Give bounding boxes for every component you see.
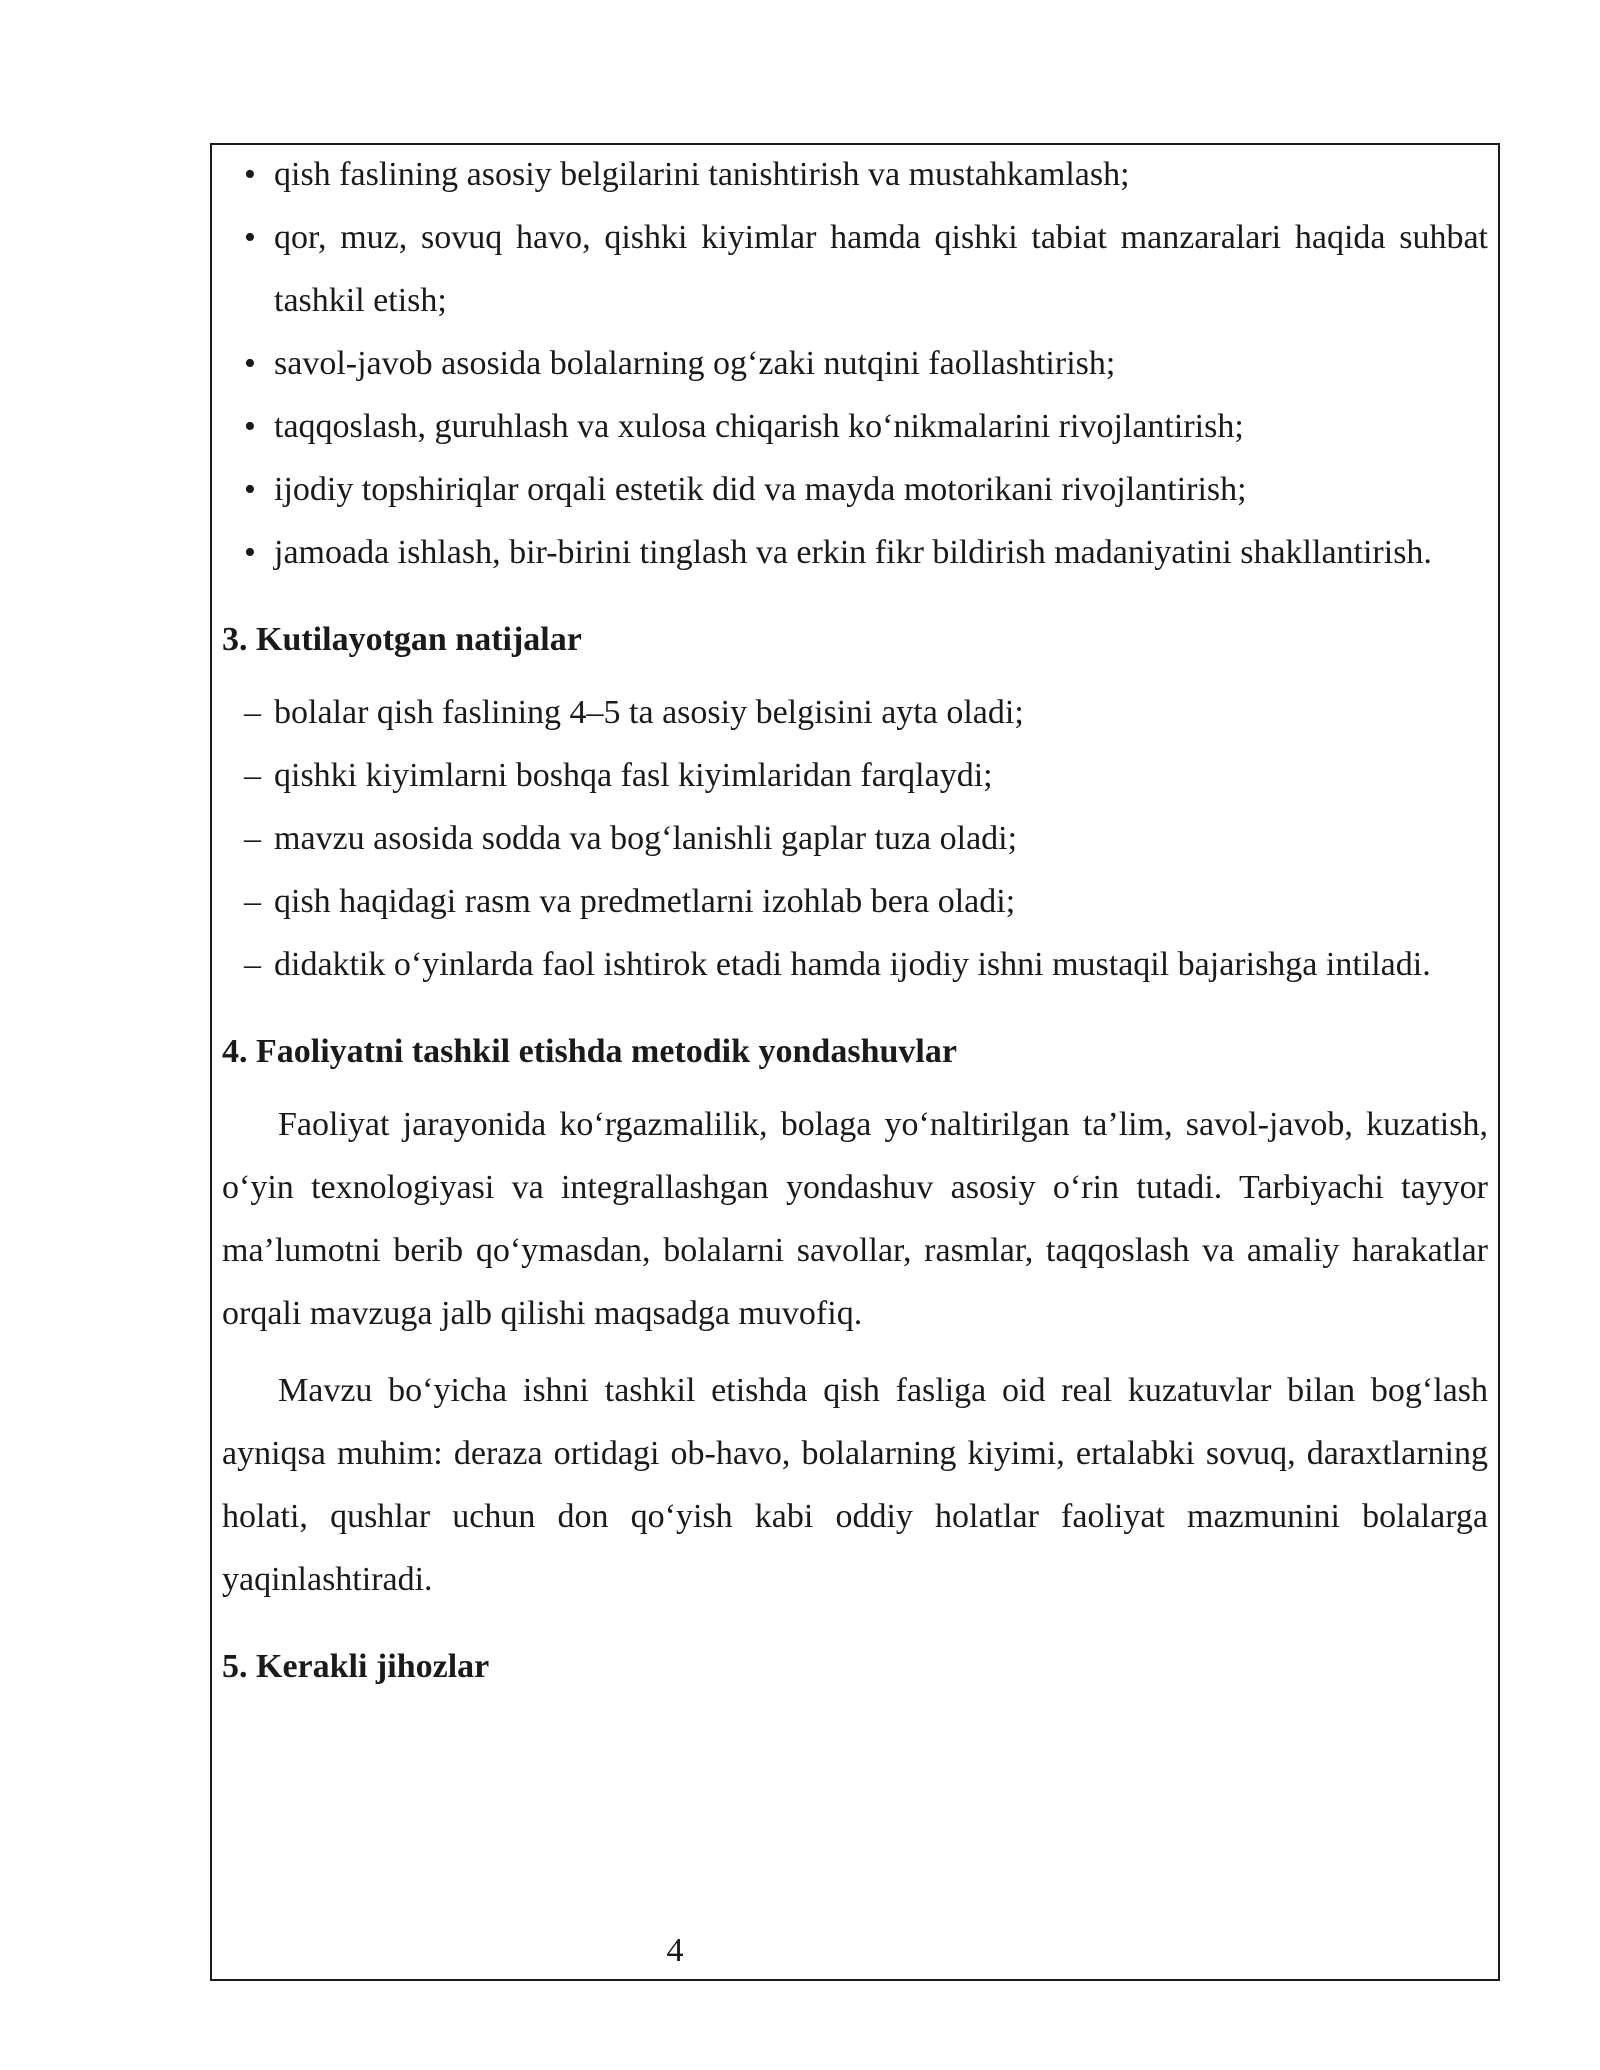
dash-mark: –: [244, 946, 261, 983]
list-item: • qor, muz, sovuq havo, qishki kiyimlar hamda qishki tabiat manzaralari haqida suhbat tashkil etish;: [222, 206, 1488, 332]
list-item: – qish haqidagi rasm va predmetlarni izohlab bera oladi;: [222, 870, 1488, 933]
list-item: • savol-javob asosida bolalarning og‘zaki nutqini faollashtirish;: [222, 332, 1488, 395]
bullet-mark: •: [244, 408, 256, 445]
list-item: • taqqoslash, guruhlash va xulosa chiqarish ko‘nikmalarini rivojlantirish;: [222, 395, 1488, 458]
paragraph: Faoliyat jarayonida ko‘rgazmalilik, bolaga yo‘naltirilgan ta’lim, savol-javob, kuzatish, o‘yin texnologiyasi va integrallashgan yondashuv asosiy o‘rin tutadi. Tarbiyachi tayyor ma’lumotni berib qo‘ymasdan, bolalarni savollar, rasmlar, taqqoslash va amaliy harakatlar orqali mavzuga jalb qilishi maqsadga muvofiq.: [222, 1106, 1488, 1332]
list-item: – qishki kiyimlarni boshqa fasl kiyimlaridan farqlaydi;: [222, 744, 1488, 807]
dash-mark: –: [244, 883, 261, 920]
list-item: • ijodiy topshiriqlar orqali estetik did va mayda motorikani rivojlantirish;: [222, 458, 1488, 521]
section-heading: 4. Faoliyatni tashkil etishda metodik yondashuvlar: [222, 1033, 957, 1070]
page-number: 4: [666, 1932, 684, 1969]
section-heading: 5. Kerakli jihozlar: [222, 1648, 490, 1685]
results-list: [222, 681, 1488, 996]
bullet-mark: •: [244, 345, 256, 382]
bullet-mark: •: [244, 219, 256, 256]
bullet-mark: •: [244, 471, 256, 508]
bullet-mark: •: [244, 156, 256, 193]
list-item: – bolalar qish faslining 4–5 ta asosiy belgisini ayta oladi;: [222, 681, 1488, 744]
list-item: • jamoada ishlash, bir-birini tinglash va erkin fikr bildirish madaniyatini shakllantirish.: [222, 521, 1488, 584]
bullet-mark: •: [244, 534, 256, 571]
section-heading: 3. Kutilayotgan natijalar: [222, 621, 582, 658]
dash-mark: –: [244, 820, 261, 857]
list-item: – didaktik o‘yinlarda faol ishtirok etadi hamda ijodiy ishni mustaqil bajarishga intiladi.: [222, 933, 1488, 996]
document-body: [222, 143, 1488, 1708]
paragraph: Mavzu bo‘yicha ishni tashkil etishda qish fasliga oid real kuzatuvlar bilan bog‘lash ayniqsa muhim: deraza ortidagi ob-havo, bolalarning kiyimi, ertalabki sovuq, daraxtlarning holati, qushlar uchun don qo‘yish kabi oddiy holatlar faoliyat mazmunini bolalarga yaqinlashtiradi.: [222, 1372, 1488, 1598]
list-item: • qish faslining asosiy belgilarini tanishtirish va mustahkamlash;: [222, 143, 1488, 206]
goals-list: [222, 143, 1488, 584]
dash-mark: –: [244, 694, 261, 731]
dash-mark: –: [244, 757, 261, 794]
list-item: – mavzu asosida sodda va bog‘lanishli gaplar tuza oladi;: [222, 807, 1488, 870]
